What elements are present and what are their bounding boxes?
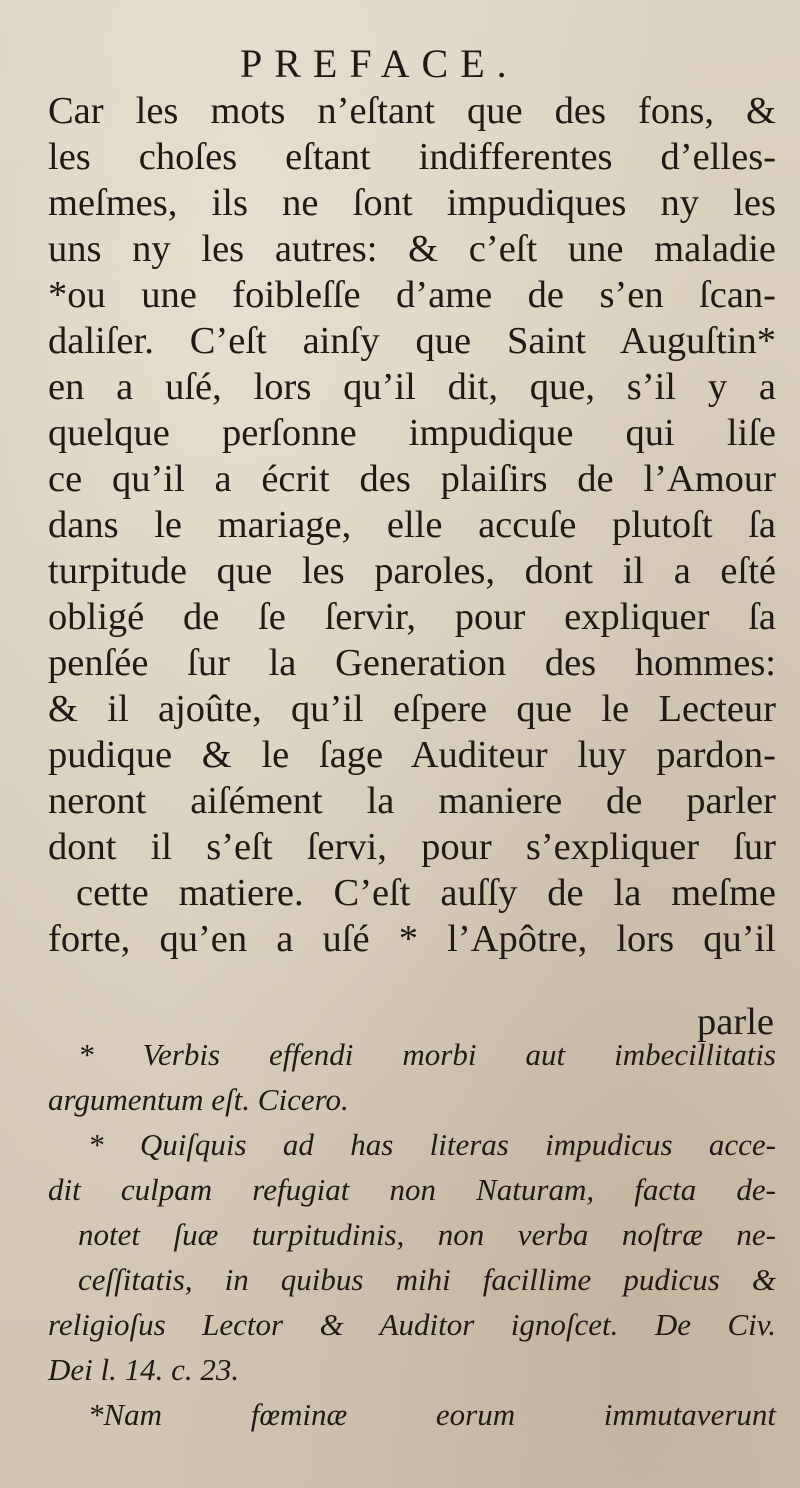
body-line: turpitude que les paroles, dont il a eſté: [48, 550, 776, 592]
footnote-line: * Verbis effendi morbi aut imbecillitatis: [78, 1037, 776, 1072]
body-line: *ou une foibleſſe d’ame de s’en ſcan-: [48, 274, 776, 316]
body-text: [48, 88, 776, 962]
body-line: forte, qu’en a uſé * l’Apôtre, lors qu’il: [48, 918, 776, 960]
body-line: dont il s’eſt ſervi, pour s’expliquer ſur: [48, 826, 776, 868]
body-line: pudique & le ſage Auditeur luy pardon-: [48, 734, 776, 776]
footnote-line: notet ſuæ turpitudinis, non verba noſtræ ne-: [78, 1217, 776, 1252]
body-line: penſée ſur la Generation des hommes:: [48, 642, 776, 684]
footnote-line: dit culpam refugiat non Naturam, facta de-: [48, 1172, 776, 1207]
running-head: PREFACE.: [240, 41, 519, 86]
footnote-line: Dei l. 14. c. 23.: [48, 1352, 240, 1387]
catchword: parle: [697, 1001, 774, 1043]
body-line: daliſer. C’eſt ainſy que Saint Auguſtin*: [48, 320, 776, 362]
body-line: les choſes eſtant indifferentes d’elles-: [48, 136, 776, 178]
footnote-line: religioſus Lector & Auditor ignoſcet. De Civ.: [48, 1307, 776, 1342]
footnote-line: *Nam fœminæ eorum immutaverunt: [88, 1397, 776, 1432]
footnote-line: * Quiſquis ad has literas impudicus acce-: [88, 1127, 776, 1162]
body-line: Car les mots n’eſtant que des fons, &: [48, 90, 776, 132]
body-line: uns ny les autres: & c’eſt une maladie: [48, 228, 776, 270]
body-line: en a uſé, lors qu’il dit, que, s’il y a: [48, 366, 776, 408]
body-line: meſmes, ils ne ſont impudiques ny les: [48, 182, 776, 224]
body-line: & il ajoûte, qu’il eſpere que le Lecteur: [48, 688, 776, 730]
body-line: dans le mariage, elle accuſe plutoſt ſa: [48, 504, 776, 546]
footnote-line: ceſſitatis, in quibus mihi facillime pudicus &: [78, 1262, 776, 1297]
body-line: obligé de ſe ſervir, pour expliquer ſa: [48, 596, 776, 638]
body-line: neront aiſément la maniere de parler: [48, 780, 776, 822]
body-line: cette matiere. C’eſt auſſy de la meſme: [76, 872, 776, 914]
footnote-line: argumentum eſt. Cicero.: [48, 1082, 349, 1117]
body-line: ce qu’il a écrit des plaiſirs de l’Amour: [48, 458, 776, 500]
body-line: quelque perſonne impudique qui liſe: [48, 412, 776, 454]
footnotes: [48, 1032, 776, 1437]
